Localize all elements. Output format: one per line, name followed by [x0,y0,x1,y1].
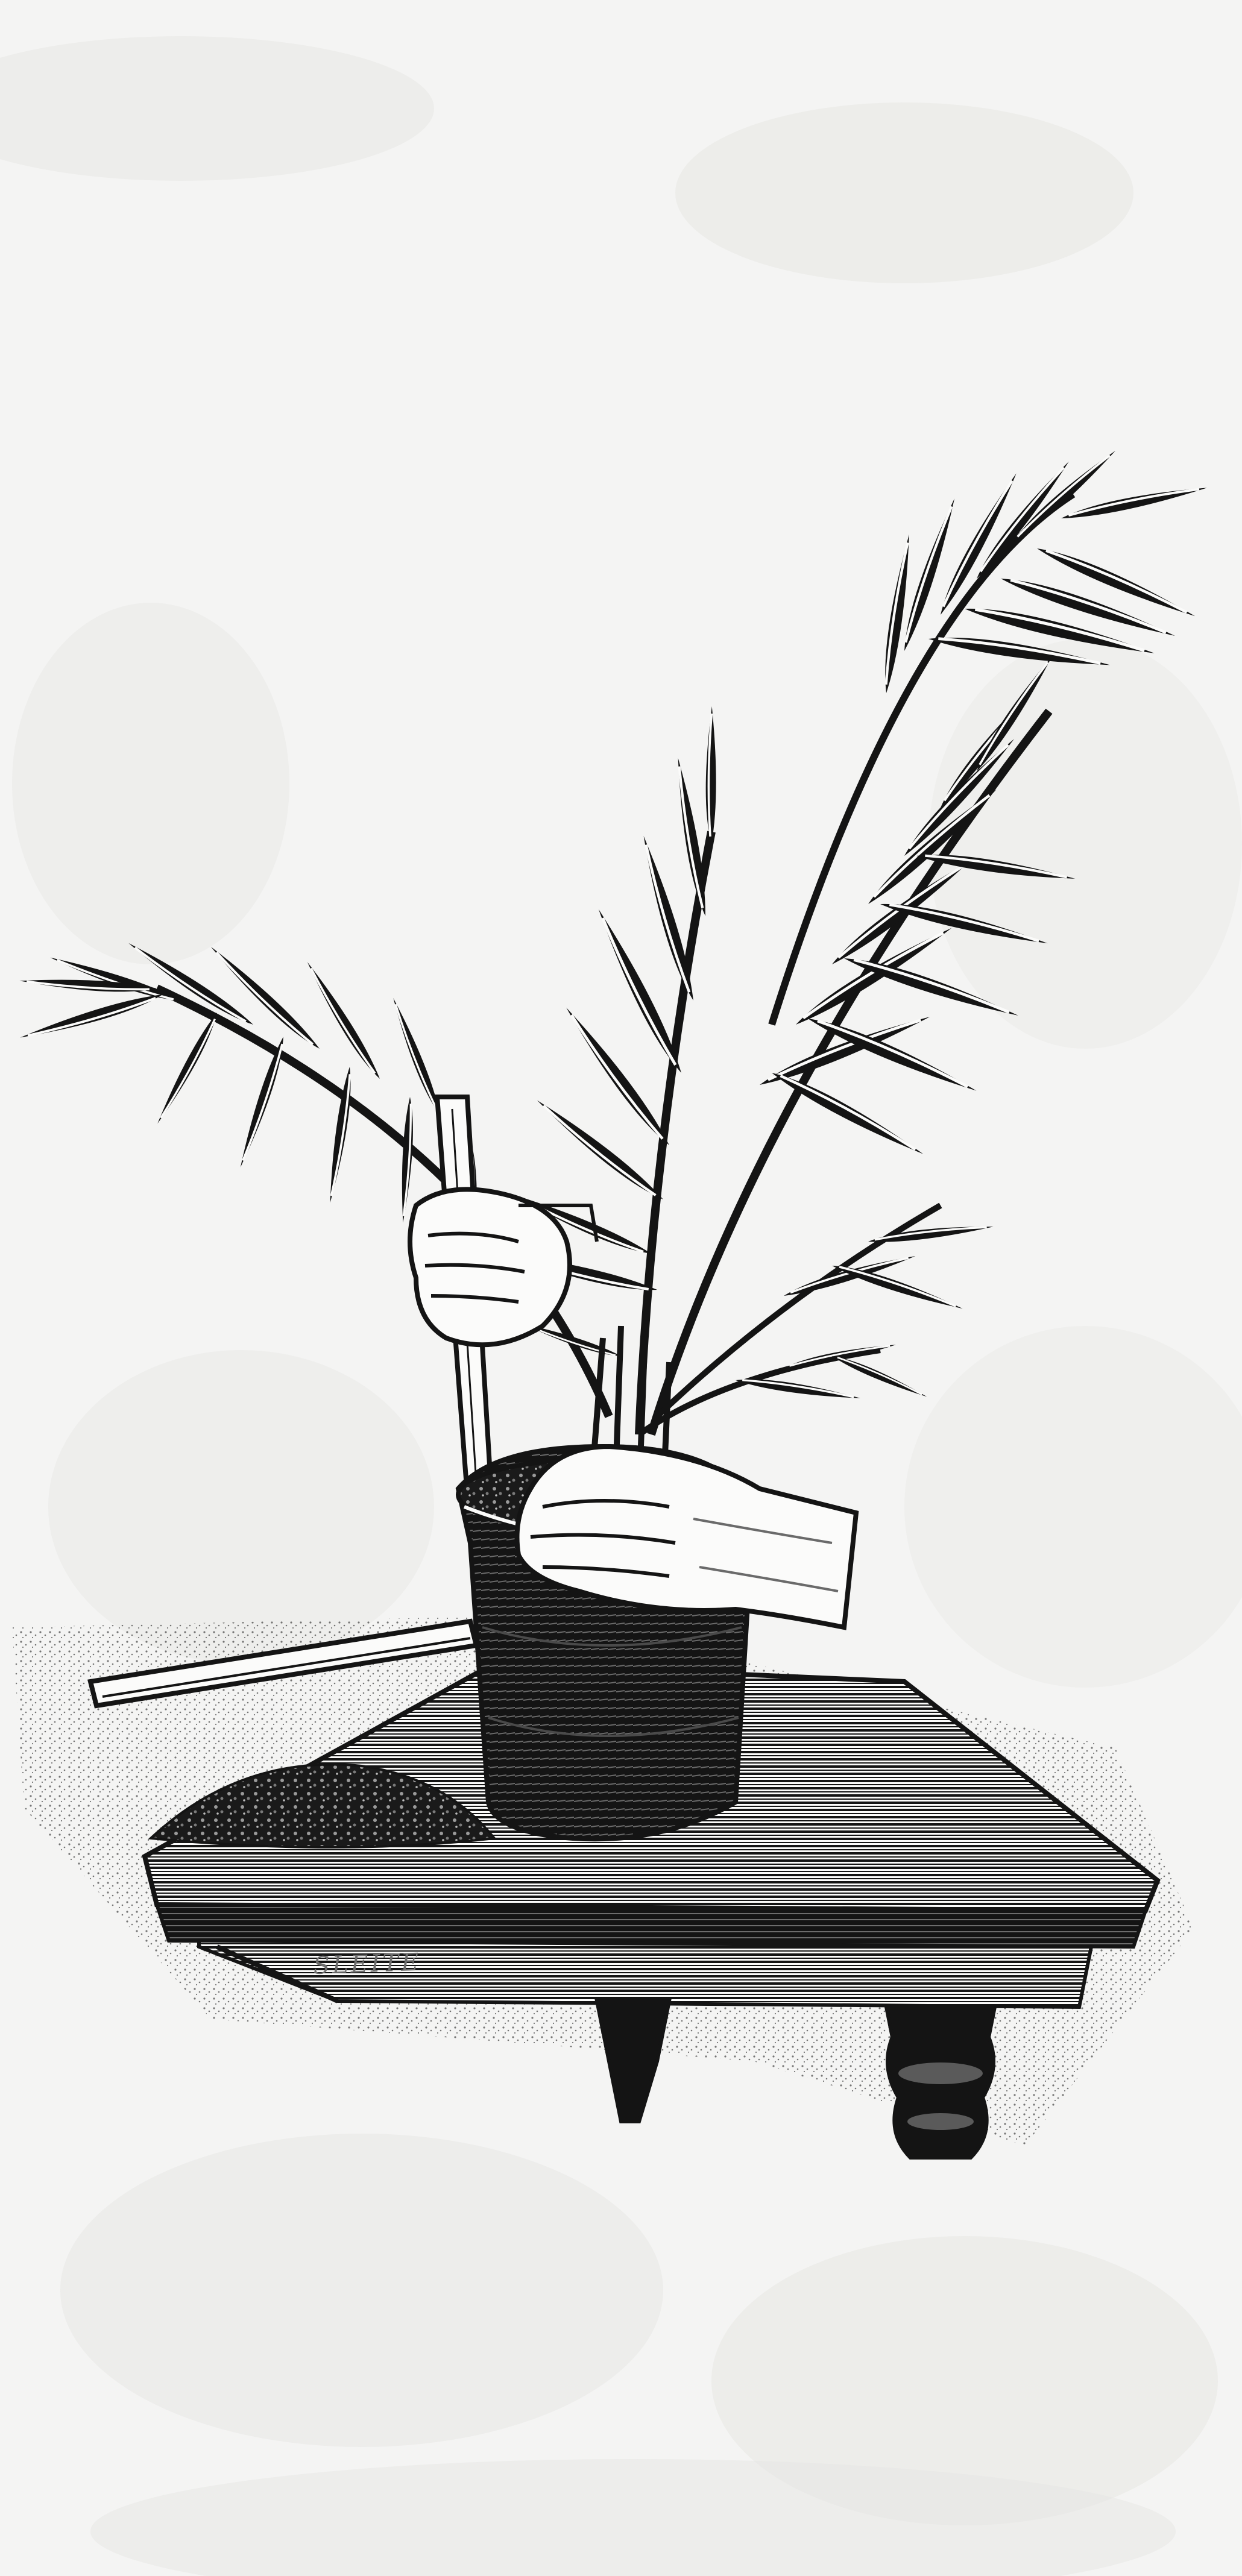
artist-signature: SLEITE [312,1948,422,1980]
